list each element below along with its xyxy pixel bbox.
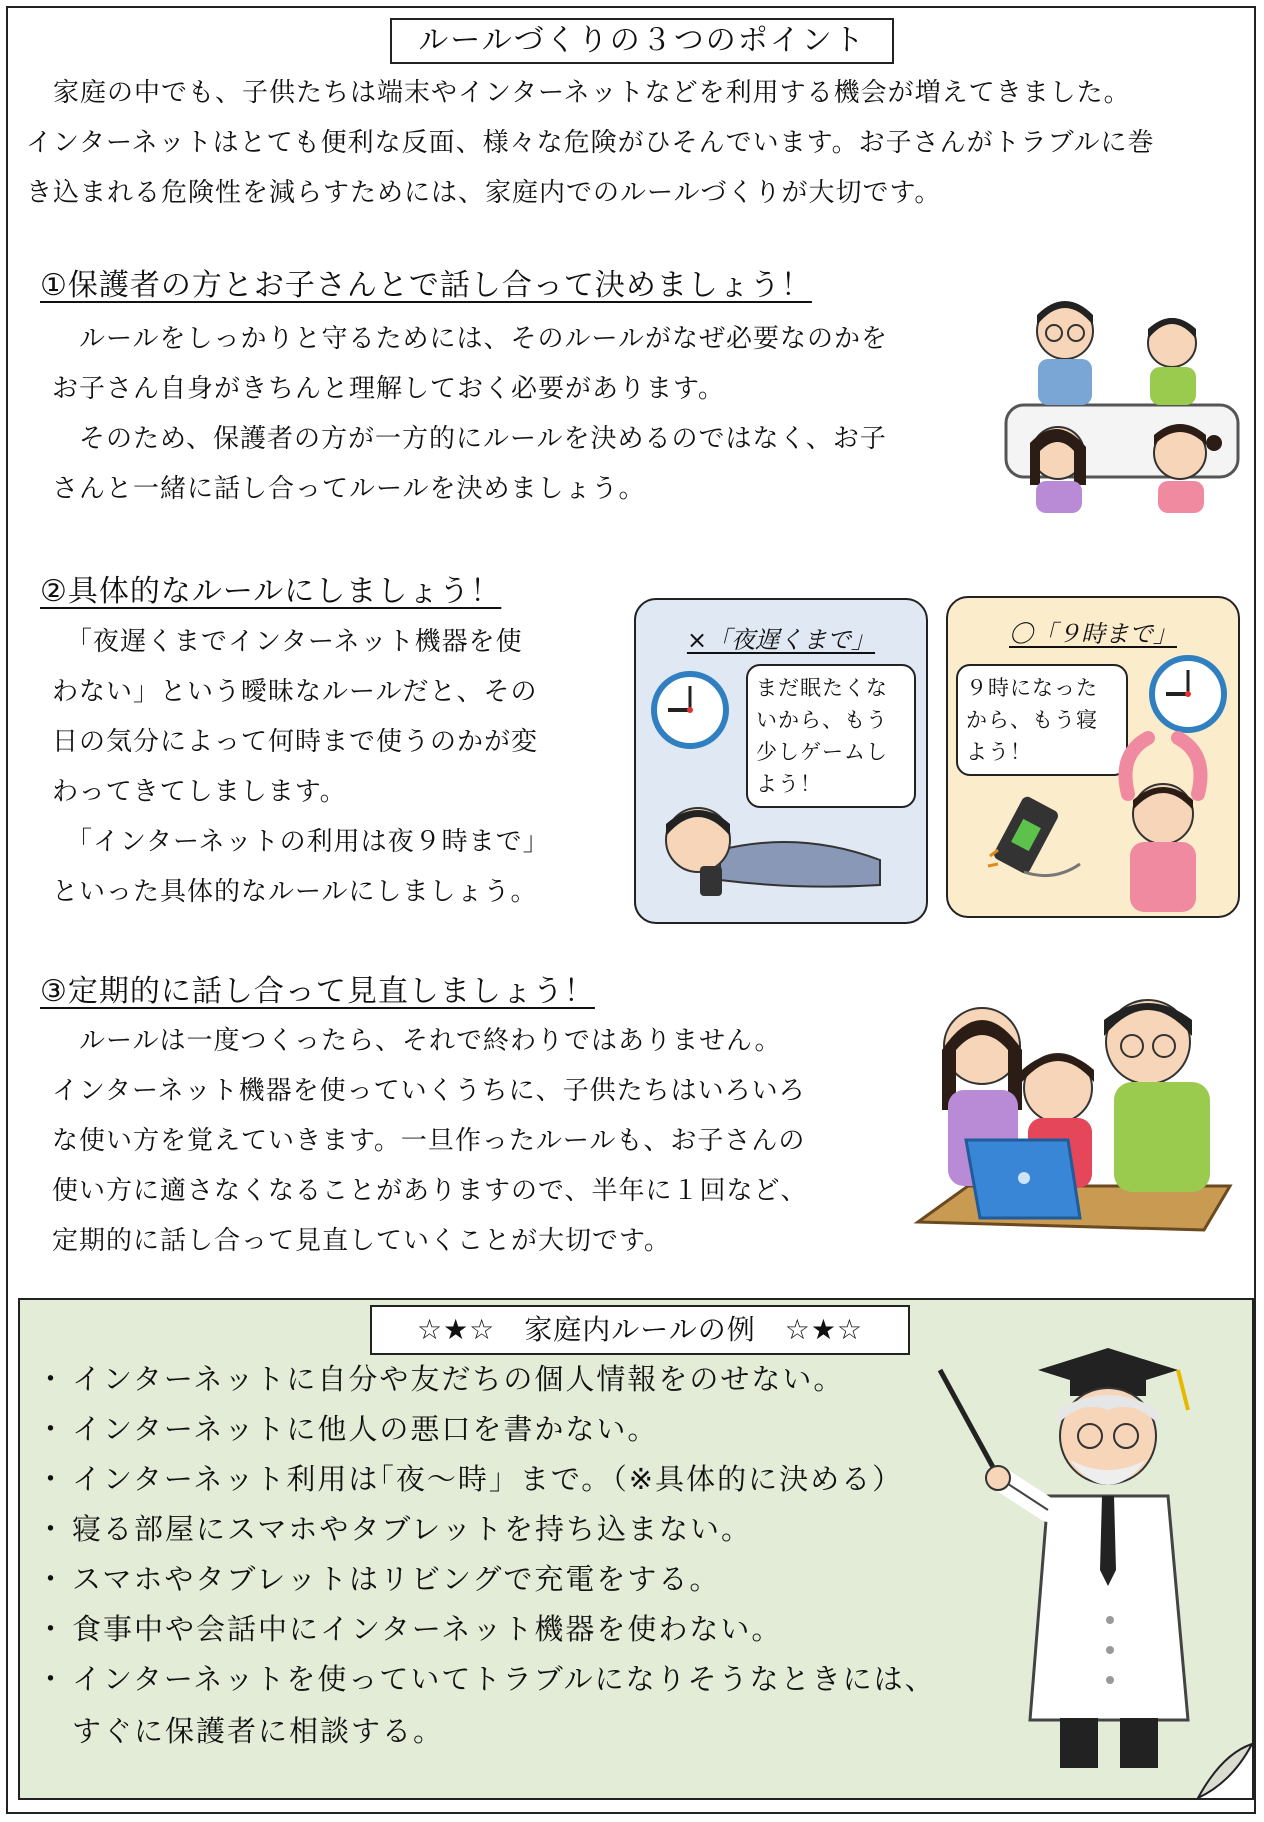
clock-icon — [1148, 654, 1228, 734]
bubble-line: 少しゲームし — [756, 740, 888, 764]
intro-line: き込まれる危険性を減らすためには、家庭内でのルールづくりが大切です。 — [26, 178, 942, 208]
sleeping-child-illustration — [650, 790, 890, 900]
bad-example-panel — [634, 598, 928, 924]
section2-body — [52, 617, 622, 917]
list-item: ・ スマホやタブレットはリビングで充電をする。 — [42, 1554, 1022, 1604]
section3-line: な使い方を覚えていきます。一旦作ったルールも、お子さんの — [52, 1126, 806, 1156]
smartphone-charging-icon — [984, 794, 1084, 884]
bad-example-speech-bubble — [746, 664, 916, 808]
section3-line: 使い方に適さなくなることがありますので、半年に１回など、 — [52, 1176, 808, 1206]
section1-line: ルールをしっかりと守るためには、そのルールがなぜ必要なのかを — [52, 324, 888, 354]
page-title: ルールづくりの３つのポイント — [390, 18, 894, 64]
home-rules-title: ☆★☆ 家庭内ルールの例 ☆★☆ — [370, 1305, 910, 1355]
section2-line: わない」という曖昧なルールだと、その — [52, 677, 538, 707]
good-example-panel — [946, 596, 1240, 918]
section2-heading: ②具体的なルールにしましょう！ — [40, 574, 502, 609]
section3-body — [52, 1016, 912, 1266]
bubble-line: ９時になった — [966, 676, 1098, 700]
section2-line: 「インターネットの利用は夜９時まで」 — [52, 827, 550, 857]
page-curl — [1192, 1744, 1252, 1798]
list-item: ・ インターネットを使っていてトラブルになりそうなときには、 — [42, 1654, 1022, 1704]
stretching-girl-illustration — [1098, 724, 1228, 914]
list-item: ・ 寝る部屋にスマホやタブレットを持ち込まない。 — [42, 1504, 1022, 1554]
intro-line: 家庭の中でも、子供たちは端末やインターネットなどを利用する機会が増えてきました。 — [26, 78, 1131, 108]
list-item: ・ インターネットに自分や友だちの個人情報をのせない。 — [42, 1354, 1022, 1404]
bubble-line: よう！ — [966, 740, 1032, 764]
section1-heading: ①保護者の方とお子さんとで話し合って決めましょう！ — [40, 268, 812, 303]
section2-line: といった具体的なルールにしましょう。 — [52, 877, 538, 907]
bubble-line: よう！ — [756, 772, 822, 796]
section3-line: ルールは一度つくったら、それで終わりではありません。 — [52, 1026, 782, 1056]
section2-line: 「夜遅くまでインターネット機器を使 — [52, 627, 523, 657]
intro-line: インターネットはとても便利な反面、様々な危険がひそんでいます。お子さんがトラブルに巻 — [26, 128, 1155, 158]
section1-line: お子さん自身がきちんと理解しておく必要があります。 — [52, 374, 725, 404]
section3-heading: ③定期的に話し合って見直しましょう！ — [40, 974, 595, 1009]
list-item: ・ 食事中や会話中にインターネット機器を使わない。 — [42, 1604, 1022, 1654]
bubble-line: いから、もう — [756, 708, 888, 732]
section2-line: わってきてしまします。 — [52, 777, 347, 807]
section2-line: 日の気分によって何時まで使うのかが変 — [52, 727, 539, 757]
list-item: ・ インターネット利用は｢夜～時」まで。（※具体的に決める） — [42, 1454, 1022, 1504]
bad-example-title: ×「夜遅くまで」 — [686, 626, 876, 654]
list-item-continuation: すぐに保護者に相談する。 — [72, 1714, 445, 1748]
bubble-line: から、もう寝 — [966, 708, 1098, 732]
section3-line: 定期的に話し合って見直していくことが大切です。 — [52, 1226, 671, 1256]
good-example-title: 〇「９時まで」 — [1009, 620, 1177, 648]
list-item: ・ インターネットに他人の悪口を書かない。 — [42, 1404, 1022, 1454]
clock-icon — [650, 670, 730, 750]
family-meeting-illustration — [1000, 285, 1245, 515]
family-laptop-illustration — [918, 990, 1230, 1252]
bubble-line: まだ眠たくな — [756, 676, 888, 700]
section1-body — [52, 314, 982, 514]
intro-text — [26, 68, 1242, 218]
section3-line: インターネット機器を使っていくうちに、子供たちはいろいろ — [52, 1076, 806, 1106]
professor-illustration — [930, 1340, 1230, 1780]
section1-line: さんと一緒に話し合ってルールを決めましょう。 — [52, 474, 646, 504]
section1-line: そのため、保護者の方が一方的にルールを決めるのではなく、お子 — [52, 424, 887, 454]
home-rules-list — [42, 1354, 1022, 1704]
